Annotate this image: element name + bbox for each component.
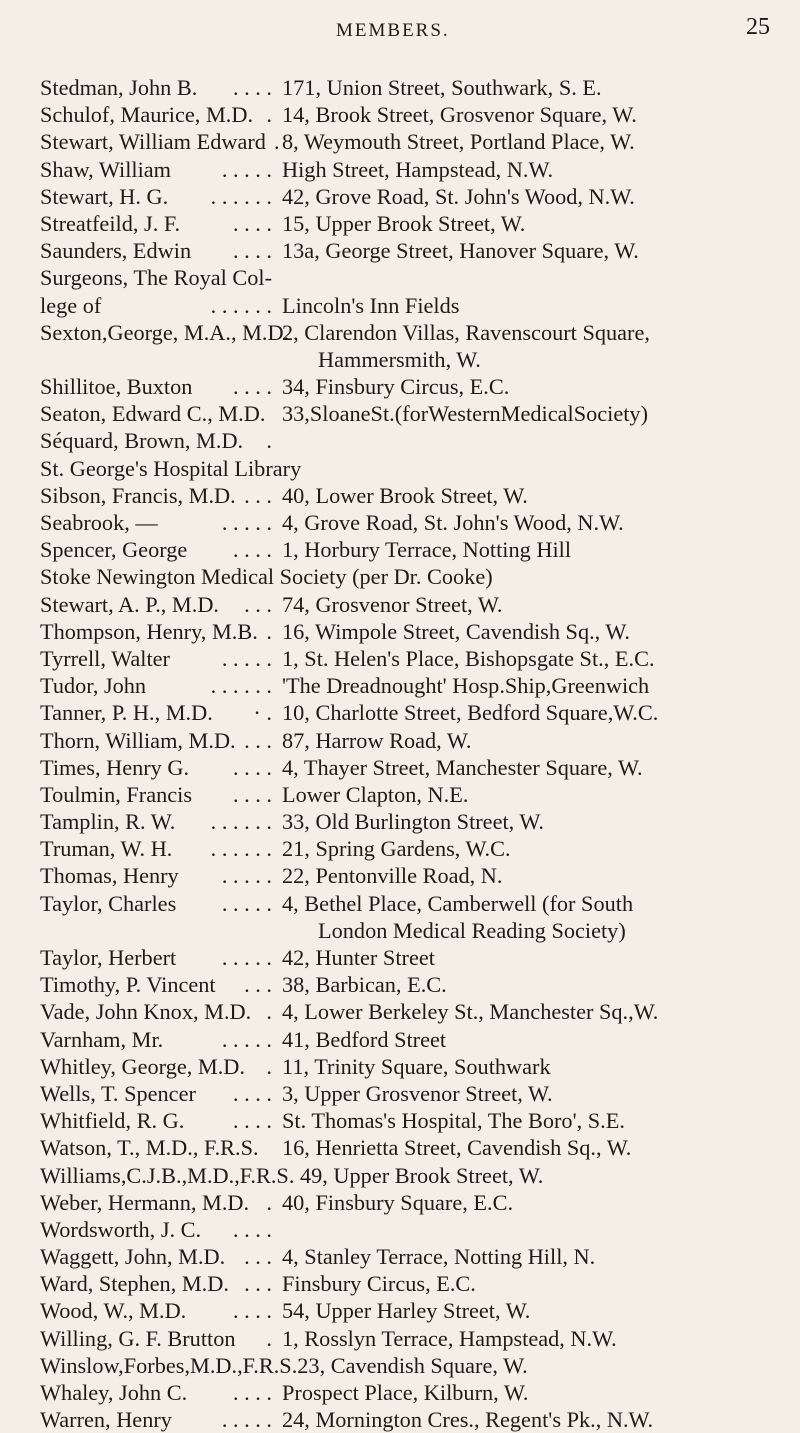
leader-dots: . . .: [244, 972, 272, 998]
member-name: [40, 509, 158, 536]
member-name-line: Willing, G. F. Brutton: [40, 1325, 236, 1351]
member-address: [282, 156, 553, 183]
member-name-line: Thorn, William, M.D.: [40, 727, 236, 753]
member-address: [282, 835, 511, 862]
member-name: [40, 536, 187, 563]
member-address: [282, 509, 624, 536]
address-line: 4, Grove Road, St. John's Wood, N.W.: [282, 510, 624, 536]
address-line: 24, Mornington Cres., Regent's Pk., N.W.: [282, 1407, 654, 1433]
member-entry: [40, 944, 780, 971]
member-entry: [40, 482, 780, 509]
leader-dots: .: [266, 428, 272, 454]
leader-dots: .: [266, 1053, 272, 1079]
member-entry: [40, 835, 780, 862]
leader-dots: .: [266, 1189, 272, 1215]
member-name: [40, 944, 176, 971]
address-line: 14, Brook Street, Grosvenor Square, W.: [282, 102, 637, 128]
member-entry: [40, 128, 780, 155]
leader-dots: . . . . . .: [210, 292, 272, 318]
member-name-line: Tudor, John: [40, 673, 147, 699]
member-address: [282, 672, 649, 699]
member-address: [282, 1270, 476, 1297]
member-name-line: Ward, Stephen, M.D.: [40, 1271, 229, 1297]
member-address: [282, 482, 528, 509]
leader-dots: . . . . . .: [210, 809, 272, 835]
member-address: [282, 319, 650, 373]
address-line: High Street, Hampstead, N.W.: [282, 156, 554, 182]
member-name-line: Spencer, George: [40, 537, 188, 563]
member-name-line: Watson, T., M.D., F.R.S.: [40, 1135, 259, 1161]
member-name-line: Tamplin, R. W.: [40, 809, 176, 835]
member-name-line: Times, Henry G.: [40, 754, 190, 780]
member-address: [282, 1325, 617, 1352]
address-line: 8, Weymouth Street, Portland Place, W.: [282, 129, 635, 155]
member-address: [282, 862, 502, 889]
member-name: [40, 1406, 172, 1433]
member-address: [282, 944, 435, 971]
address-line: 21, Spring Gardens, W.C.: [282, 836, 511, 862]
address-line: 74, Grosvenor Street, W.: [282, 591, 503, 617]
member-name: [40, 156, 171, 183]
address-line: 38, Barbican, E.C.: [282, 972, 447, 998]
member-address: [282, 264, 459, 318]
member-entry: [40, 808, 780, 835]
member-address: [282, 1243, 595, 1270]
address-line: London Medical Reading Society): [318, 917, 626, 943]
member-address: [282, 754, 643, 781]
member-name: [40, 1379, 187, 1406]
member-address: [282, 373, 509, 400]
member-name: [40, 890, 176, 917]
member-name: [40, 400, 265, 427]
member-entry: [40, 264, 780, 318]
member-name: [40, 1216, 201, 1243]
address-line: 15, Upper Brook Street, W.: [282, 210, 526, 236]
member-address: [282, 808, 544, 835]
address-line: 42, Hunter Street: [282, 945, 435, 971]
member-name: [40, 835, 172, 862]
member-entry: [40, 1189, 780, 1216]
member-name-line: Toulmin, Francis: [40, 781, 193, 807]
member-entry: [40, 427, 780, 454]
member-address: [282, 1406, 653, 1433]
address-line: 4, Thayer Street, Manchester Square, W.: [282, 754, 643, 780]
member-name: [40, 1053, 245, 1080]
member-name-line: Thompson, Henry, M.B.: [40, 618, 258, 644]
member-address: [282, 1297, 530, 1324]
leader-dots: . . . . . .: [210, 183, 272, 209]
member-name: [40, 998, 251, 1025]
address-line: 4, Stanley Terrace, Notting Hill, N.: [282, 1244, 596, 1270]
member-name: [40, 237, 191, 264]
member-name-line: Vade, John Knox, M.D.: [40, 999, 252, 1025]
member-entry: [40, 998, 780, 1025]
page-number: 25: [746, 14, 770, 40]
page-header: [0, 14, 800, 50]
member-entry: [40, 699, 780, 726]
member-name-line: Tyrrell, Walter: [40, 645, 170, 671]
member-entry: [40, 455, 780, 482]
member-name: [40, 618, 258, 645]
member-name-line: Timothy, P. Vincent: [40, 972, 216, 998]
member-name: [40, 971, 216, 998]
member-entry: [40, 1107, 780, 1134]
member-address: [282, 998, 658, 1025]
member-address: [282, 890, 633, 944]
member-name: [40, 1325, 236, 1352]
member-name: [40, 1080, 196, 1107]
member-address: [282, 536, 571, 563]
member-name: [40, 1297, 186, 1324]
full-line: Stoke Newington Medical Society (per Dr. Cooke): [40, 564, 493, 590]
member-entry: [40, 1297, 780, 1324]
member-entry: [40, 1053, 780, 1080]
member-name: [40, 645, 170, 672]
leader-dots: . . .: [244, 482, 272, 508]
leader-dots: . . .: [244, 1244, 272, 1270]
member-name-line: Seaton, Edward C., M.D.: [40, 401, 266, 427]
member-name-line: Whitley, George, M.D.: [40, 1053, 245, 1079]
member-address: [282, 1379, 528, 1406]
leader-dots: . . . .: [232, 781, 272, 807]
leader-dots: . . . .: [232, 75, 272, 100]
member-name: [40, 373, 192, 400]
member-name-line: Waggett, John, M.D.: [40, 1244, 226, 1270]
leader-dots: . . . .: [232, 1080, 272, 1106]
member-name: [40, 210, 180, 237]
address-line: 13a, George Street, Hanover Square, W.: [282, 238, 639, 264]
running-head: MEMBERS.: [336, 20, 450, 41]
member-entry: [40, 536, 780, 563]
address-line: 33,SloaneSt.(forWesternMedicalSociety): [282, 401, 649, 427]
member-name-line: Warren, Henry: [40, 1407, 172, 1433]
member-name: [40, 591, 219, 618]
member-entry: [40, 781, 780, 808]
member-name: [40, 482, 236, 509]
member-name: [40, 427, 243, 454]
address-line: Finsbury Circus, E.C.: [282, 1271, 476, 1297]
full-line: Winslow,Forbes,M.D.,F.R.S.23, Cavendish Square, W.: [40, 1352, 528, 1378]
leader-dots: . . . .: [232, 238, 272, 264]
member-name-line: Stewart, H. G.: [40, 183, 169, 209]
leader-dots: . . . .: [232, 210, 272, 236]
member-address: [282, 210, 525, 237]
member-name: [40, 1026, 163, 1053]
address-line: 3, Upper Grosvenor Street, W.: [282, 1080, 553, 1106]
member-name-line: Truman, W. H.: [40, 836, 173, 862]
member-entry: [40, 672, 780, 699]
address-line: 171, Union Street, Southwark, S. E.: [282, 75, 602, 100]
member-entry: [40, 727, 780, 754]
member-name: [40, 1107, 184, 1134]
member-entry: [40, 156, 780, 183]
member-name-line: Whaley, John C.: [40, 1380, 188, 1406]
leader-dots: . . . . . .: [210, 673, 272, 699]
address-line: 1, St. Helen's Place, Bishopsgate St., E.C.: [282, 645, 655, 671]
leader-dots: . . . .: [232, 1216, 272, 1242]
leader-dots: .: [266, 618, 272, 644]
address-line: St. Thomas's Hospital, The Boro', S.E.: [282, 1108, 625, 1134]
member-entry: [40, 1406, 780, 1433]
address-line: 40, Lower Brook Street, W.: [282, 482, 528, 508]
member-name-line: Shaw, William: [40, 156, 172, 182]
member-name-line: Taylor, Herbert: [40, 945, 177, 971]
member-name: [40, 1270, 229, 1297]
leader-dots: . . . .: [232, 1298, 272, 1324]
member-name-line: Whitfield, R. G.: [40, 1108, 185, 1134]
member-entry: [40, 210, 780, 237]
member-entry: [40, 373, 780, 400]
member-name-line: Shillitoe, Buxton: [40, 374, 193, 400]
member-address: [282, 1053, 551, 1080]
member-name: [40, 754, 189, 781]
leader-dots: . . . .: [232, 1380, 272, 1406]
member-name-line: Stewart, A. P., M.D.: [40, 591, 220, 617]
member-entry: [40, 754, 780, 781]
member-name-line: Weber, Hermann, M.D.: [40, 1189, 250, 1215]
address-line: 2, Clarendon Villas, Ravenscourt Square,: [282, 319, 650, 345]
member-name: [40, 1134, 259, 1161]
address-line: 'The Dreadnought' Hosp.Ship,Greenwich: [282, 673, 650, 699]
leader-dots: . . . . .: [221, 863, 272, 889]
address-line: 1, Rosslyn Terrace, Hampstead, N.W.: [282, 1325, 617, 1351]
member-name: [40, 672, 146, 699]
address-line: 87, Harrow Road, W.: [282, 727, 472, 753]
address-line: 10, Charlotte Street, Bedford Square,W.C.: [282, 700, 659, 726]
address-line: 16, Wimpole Street, Cavendish Sq., W.: [282, 618, 630, 644]
address-line: 16, Henrietta Street, Cavendish Sq., W.: [282, 1135, 632, 1161]
member-entry: [40, 1134, 780, 1161]
address-line: Lower Clapton, N.E.: [282, 781, 469, 807]
member-entry: [40, 1270, 780, 1297]
member-name-line: Varnham, Mr.: [40, 1026, 164, 1052]
leader-dots: . . . . .: [221, 645, 272, 671]
member-name: [40, 781, 192, 808]
full-line: Williams,C.J.B.,M.D.,F.R.S. 49, Upper Brook Street, W.: [40, 1162, 544, 1188]
member-entry: [40, 618, 780, 645]
address-line: Hammersmith, W.: [318, 346, 481, 372]
leader-dots: .: [266, 102, 272, 128]
member-name: [40, 183, 168, 210]
member-entry: [40, 1325, 780, 1352]
member-entry: [40, 101, 780, 128]
member-address: [282, 1080, 553, 1107]
address-line: 40, Finsbury Square, E.C.: [282, 1189, 514, 1215]
member-name: [40, 1243, 225, 1270]
leader-dots: .: [266, 1325, 272, 1351]
member-entry: [40, 591, 780, 618]
address-line: 54, Upper Harley Street, W.: [282, 1298, 531, 1324]
member-address: [282, 1026, 446, 1053]
member-address: [282, 237, 639, 264]
member-entry: [40, 1162, 780, 1189]
leader-dots: . . . . .: [221, 156, 272, 182]
member-name-line: Schulof, Maurice, M.D.: [40, 102, 254, 128]
member-name-line: Stedman, John B.: [40, 75, 198, 100]
member-entry: [40, 862, 780, 889]
member-address: [282, 1134, 631, 1161]
member-name-line: Streatfeild, J. F.: [40, 210, 181, 236]
leader-dots: . . .: [244, 1271, 272, 1297]
member-address: [282, 618, 630, 645]
address-line: 34, Finsbury Circus, E.C.: [282, 374, 510, 400]
member-name-line: Taylor, Charles: [40, 890, 177, 916]
member-address: [282, 781, 468, 808]
leader-dots: . . . .: [232, 374, 272, 400]
leader-dots: .: [266, 999, 272, 1025]
member-name: [40, 727, 236, 754]
member-entry: [40, 1352, 780, 1379]
member-entry: [40, 400, 780, 427]
member-address: [282, 1189, 513, 1216]
member-name-line: Stewart, William Edward: [40, 129, 266, 155]
member-entry: [40, 74, 780, 101]
member-name-line: Surgeons, The Royal Col-: [40, 265, 273, 291]
address-line: 4, Lower Berkeley St., Manchester Sq.,W.: [282, 999, 659, 1025]
member-entry: [40, 1216, 780, 1243]
member-name: [40, 808, 175, 835]
member-name: [40, 319, 289, 346]
member-address: [282, 74, 602, 101]
leader-dots: . . . .: [232, 754, 272, 780]
member-name-line: Sexton,George, M.A., M.D.: [40, 319, 290, 345]
member-entry: [40, 563, 780, 590]
member-name: [40, 862, 179, 889]
member-entry: [40, 509, 780, 536]
address-line: 4, Bethel Place, Camberwell (for South: [282, 890, 634, 916]
leader-dots: . . . .: [232, 537, 272, 563]
member-name-line: Séquard, Brown, M.D.: [40, 428, 244, 454]
address-line: Prospect Place, Kilburn, W.: [282, 1380, 529, 1406]
leader-dots: . . . . .: [221, 510, 272, 536]
leader-dots: . . . .: [232, 1108, 272, 1134]
leader-dots: . . . . .: [221, 945, 272, 971]
member-entry: [40, 183, 780, 210]
member-entry: [40, 971, 780, 998]
member-address: [282, 101, 637, 128]
member-address: [282, 699, 658, 726]
member-entry: [40, 1243, 780, 1270]
member-name-line: Tanner, P. H., M.D.: [40, 700, 213, 726]
leader-dots: . . .: [244, 727, 272, 753]
member-name: [40, 1189, 249, 1216]
address-line: 33, Old Burlington Street, W.: [282, 809, 544, 835]
member-name: [40, 699, 213, 726]
member-entry: [40, 237, 780, 264]
address-line: 11, Trinity Square, Southwark: [282, 1053, 551, 1079]
member-name-line: Wood, W., M.D.: [40, 1298, 187, 1324]
member-address: [282, 645, 655, 672]
address-line: 41, Bedford Street: [282, 1026, 447, 1052]
member-entry: [40, 1080, 780, 1107]
address-line: Lincoln's Inn Fields: [282, 292, 460, 318]
leader-dots: . . . . .: [221, 1026, 272, 1052]
member-address: [282, 727, 472, 754]
member-address: [282, 971, 447, 998]
member-address: [282, 400, 648, 427]
member-address: [282, 183, 635, 210]
member-name: [40, 101, 253, 128]
address-line: [282, 264, 459, 291]
member-name-line: Seabrook, —: [40, 510, 158, 536]
member-entry: [40, 319, 780, 373]
member-entry: [40, 1026, 780, 1053]
member-name-line: lege of: [40, 292, 102, 318]
member-address: [282, 591, 502, 618]
member-entry: [40, 890, 780, 944]
address-line: 1, Horbury Terrace, Notting Hill: [282, 537, 572, 563]
leader-dots: . . .: [244, 591, 272, 617]
member-address: [282, 128, 635, 155]
member-name-line: Wordsworth, J. C.: [40, 1216, 202, 1242]
full-line: St. George's Hospital Library: [40, 455, 302, 481]
leader-dots: . . . . .: [221, 1407, 272, 1433]
member-name-line: Thomas, Henry: [40, 863, 179, 889]
member-name-line: Wells, T. Spencer: [40, 1080, 196, 1106]
leader-dots: . . . . .: [221, 890, 272, 916]
member-address: [282, 1107, 625, 1134]
leader-dots: .: [273, 129, 280, 155]
member-entry: [40, 645, 780, 672]
members-list: [40, 74, 780, 1433]
member-entry: [40, 1379, 780, 1406]
address-line: 22, Pentonville Road, N.: [282, 863, 503, 889]
member-name-line: Saunders, Edwin: [40, 238, 192, 264]
member-name: [40, 74, 197, 101]
member-name-line: Sibson, Francis, M.D.: [40, 482, 236, 508]
leader-dots: · .: [253, 700, 272, 726]
member-name: [40, 128, 266, 155]
leader-dots: . . . . . .: [210, 836, 272, 862]
address-line: 42, Grove Road, St. John's Wood, N.W.: [282, 183, 635, 209]
